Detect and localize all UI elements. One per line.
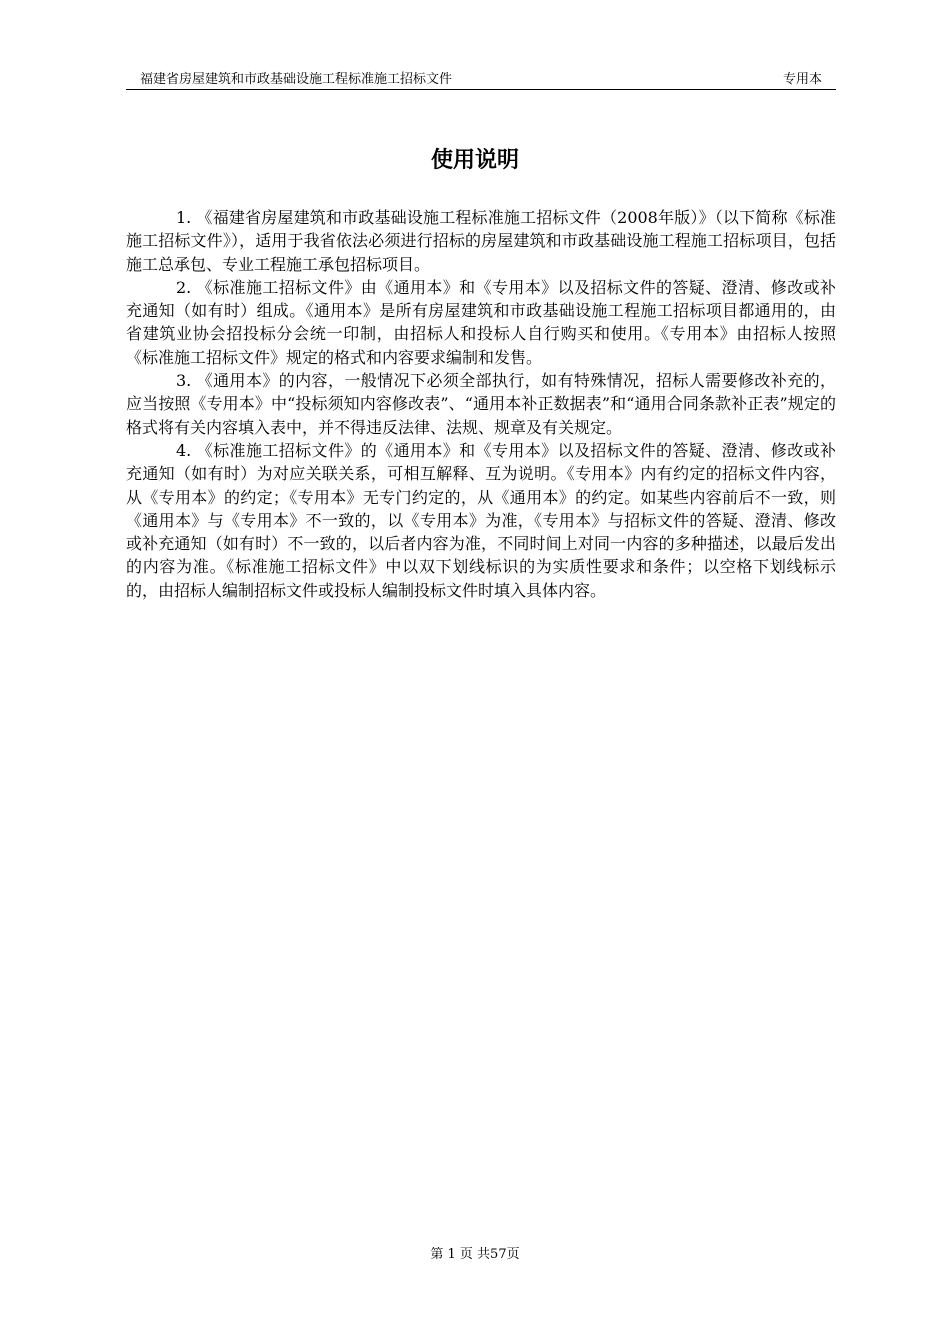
- page-title: 使用说明: [430, 148, 519, 173]
- page-footer: [0, 1246, 950, 1264]
- instruction-paragraph-2: 2. 《标准施工招标文件》由《通用本》和《专用本》以及招标文件的答疑、澄清、修改或补充通知（如有时）组成。《通用本》是所有房屋建筑和市政基础设施工程施工招标项目都通用的，由省建筑业协会招投标分会统一印制，由招标人和投标人自行购买和使用。《专用本》由招标人按照《标准施工招标文件》规定的格式和内容要求编制和发售。: [126, 277, 836, 367]
- header-volume-label: 专用本: [782, 72, 822, 87]
- instruction-paragraph-3: 3. 《通用本》的内容，一般情况下必须全部执行，如有特殊情况，招标人需要修改补充的，应当按照《专用本》中“投标须知内容修改表”、“通用本补正数据表”和“通用合同条款补正表”规定的格式将有关内容填入表中，并不得违反法律、法规、规章及有关规定。: [126, 371, 836, 437]
- page-header: [126, 71, 836, 90]
- instruction-paragraph-1: 1. 《福建省房屋建筑和市政基础设施工程标准施工招标文件（2008年版）》（以下简称《标准施工招标文件》），适用于我省依法必须进行招标的房屋建筑和市政基础设施工程施工招标项目，包括施工总承包、专业工程施工承包招标项目。: [126, 208, 836, 274]
- header-document-title: 福建省房屋建筑和市政基础设施工程标准施工招标文件: [140, 72, 453, 87]
- instructions-body: [126, 206, 836, 602]
- instruction-paragraph-4: 4. 《标准施工招标文件》的《通用本》和《专用本》以及招标文件的答疑、澄清、修改或补充通知（如有时）为对应关联关系，可相互解释、互为说明。《专用本》内有约定的招标文件内容，从《专用本》的约定；《专用本》无专门约定的，从《通用本》的约定。如某些内容前后不一致，则《通用本》与《专用本》不一致的，以《专用本》为准，《专用本》与招标文件的答疑、澄清、修改或补充通知（如有时）不一致的，以后者内容为准，不同时间上对同一内容的多种描述，以最后发出的内容为准。《标准施工招标文件》中以双下划线标识的为实质性要求和条件；以空格下划线标示的，由招标人编制招标文件或投标人编制投标文件时填入具体内容。: [126, 440, 836, 600]
- page-number: 第 1 页 共57页: [430, 1247, 520, 1262]
